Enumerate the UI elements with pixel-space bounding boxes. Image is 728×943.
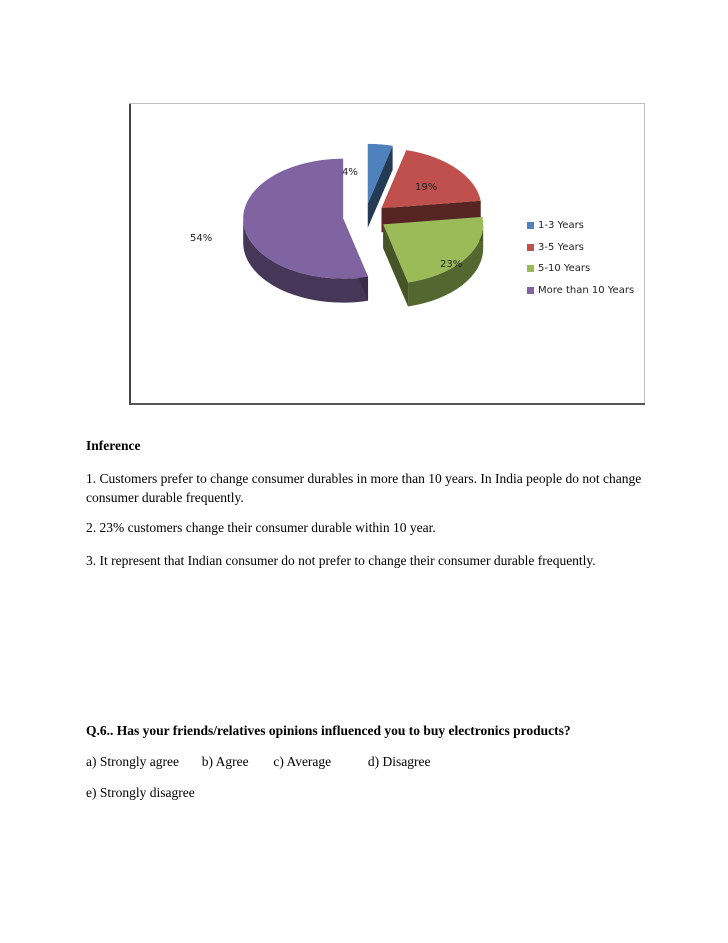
inference-point-3: 3. It represent that Indian consumer do not prefer to change their consumer durable frequently. [86,553,596,568]
inference-heading: Inference [86,438,141,453]
pie-slice-label: 4% [342,167,358,178]
legend-label: 5-10 Years [538,263,591,275]
pie-chart [129,103,645,404]
legend-item [527,280,634,302]
legend-label: More than 10 Years [538,284,635,296]
legend-label: 3-5 Years [538,241,584,253]
legend-item [527,237,634,259]
question-options-row [86,752,646,771]
option-b: b) Agree [201,754,249,769]
inference-point-1: 1. Customers prefer to change consumer durables in more than 10 years. In India people do not change consumer durable frequently. [86,471,642,505]
question-text: Q.6.. Has your friends/relatives opinions influenced you to buy electronics products? [86,723,571,738]
legend-swatch [527,244,534,251]
inference-point-2: 2. 23% customers change their consumer durable within 10 year. [86,520,436,535]
option-a: a) Strongly agree [86,754,179,769]
option-d: d) Disagree [367,754,431,769]
pie-slice-label: 23% [440,259,463,270]
option-e: e) Strongly disagree [86,785,195,800]
legend-swatch [527,287,534,294]
chart-legend [527,215,634,301]
legend-item [527,215,634,237]
legend-swatch [527,222,534,229]
pie-slice-label: 19% [415,182,438,193]
option-c: c) Average [273,754,332,769]
pie-slices [243,144,483,307]
legend-label: 1-3 Years [538,220,584,232]
pie-slice [382,150,481,208]
pie-slice-label: 54% [190,233,213,244]
legend-item [527,258,634,280]
legend-swatch [527,265,534,272]
